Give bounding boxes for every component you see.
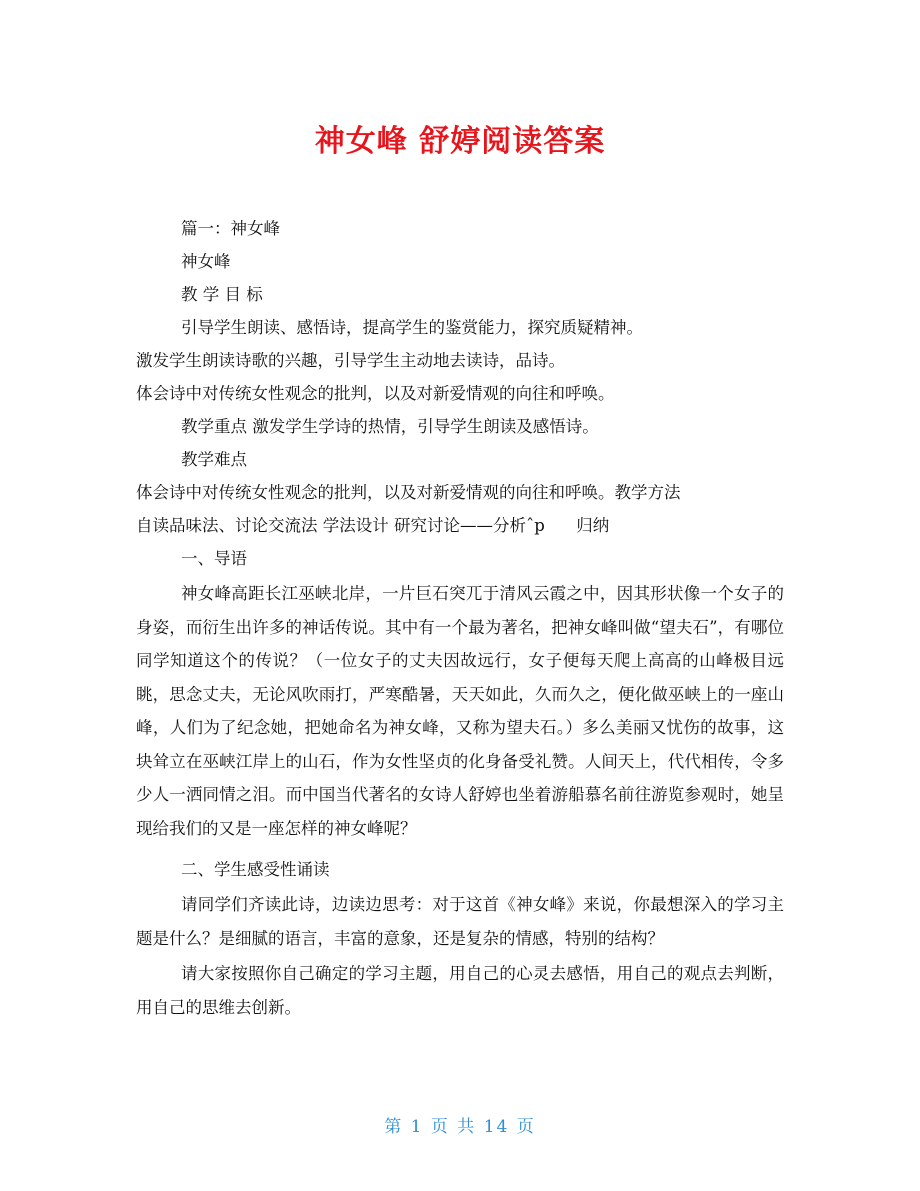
text-line: 教 学 目 标 (181, 285, 263, 304)
text-line: 体会诗中对传统女性观念的批判，以及对新爱情观的向往和呼唤。教学方法 (136, 483, 681, 502)
document-title: 神女峰 舒婷阅读答案 (314, 124, 606, 159)
paragraph: 神女峰高距长江巫峡北岸，一片巨石突兀于清风云霞之中，因其形状像一个女子的身姿，而衍生出许多的神话传说。其中有一个最为著名，把神女峰叫做“望夫石”，有哪位同学知道这个的传说？（一位女子的丈夫因故远行，女子便每天爬上高高的山峰极目远眺，思念丈夫，无论风吹雨打，严寒酷暑，天天如此，久而久之，便化做巫峡上的一座山峰，人们为了纪念她，把她命名为神女峰，又称为望夫石。）多么美丽又忧伤的故事，这块耸立在巫峡江岸上的山石，作为女性坚贞的化身备受礼赞。人间天上，代代相传，令多少人一洒同情之泪。而中国当代著名的女诗人舒婷也坐着游船慕名前往游览参观时，她呈现给我们的又是一座怎样的神女峰呢？ (136, 584, 784, 838)
section-heading: 篇一：神女峰 (181, 219, 280, 238)
section-heading: 一、导语 (181, 549, 247, 568)
text-line: 教学难点 (181, 450, 247, 469)
text-line: 教学重点 激发学生学诗的热情，引导学生朗读及感悟诗。 (181, 417, 599, 436)
paragraph: 请大家按照你自己确定的学习主题，用自己的心灵去感悟，用自己的观点去判断，用自己的思维去创新。 (136, 964, 784, 1017)
paragraph: 请同学们齐读此诗，边读边思考：对于这首《神女峰》来说，你最想深入的学习主题是什么？是细腻的语言，丰富的意象，还是复杂的情感，特别的结构？ (136, 895, 784, 948)
document-body (136, 212, 784, 1024)
section-heading: 二、学生感受性诵读 (181, 860, 330, 879)
text-line: 体会诗中对传统女性观念的批判，以及对新爱情观的向往和呼唤。 (136, 384, 615, 403)
text-line: 自读品味法、讨论交流法 学法设计 研究讨论——分析ˆp 归纳 (136, 516, 610, 535)
text-line: 引导学生朗读、感悟诗，提高学生的鉴赏能力，探究质疑精神。 (181, 318, 643, 337)
text-line: 神女峰 (181, 252, 231, 271)
text-line: 激发学生朗读诗歌的兴趣，引导学生主动地去读诗，品诗。 (136, 351, 565, 370)
page-footer: 第 1 页 共 14 页 (384, 1117, 536, 1137)
